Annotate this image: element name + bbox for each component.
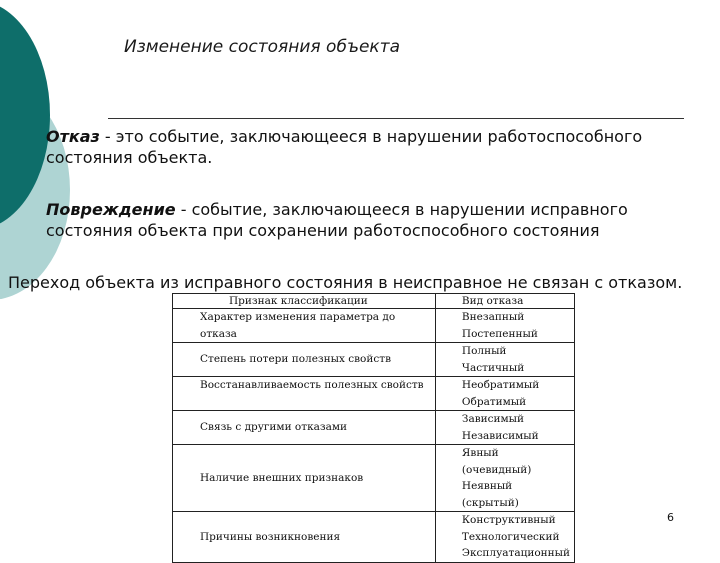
criterion-text: Причины возникновения bbox=[200, 530, 341, 543]
header-criterion: Признак классификации bbox=[173, 294, 436, 309]
failure-type: Необратимый bbox=[461, 379, 540, 391]
table-row bbox=[173, 512, 575, 563]
criterion-cell bbox=[173, 343, 436, 377]
failure-type: Неявный (скрытый) bbox=[461, 480, 519, 509]
failure-classification-table bbox=[172, 293, 575, 563]
types-cell bbox=[435, 377, 574, 411]
failure-type: Обратимый bbox=[461, 395, 527, 408]
types-cell bbox=[435, 445, 574, 512]
criterion-cell bbox=[173, 445, 436, 512]
page-number: 6 bbox=[667, 511, 674, 524]
damage-definition bbox=[46, 199, 718, 241]
criterion-text: Наличие внешних признаков bbox=[200, 471, 364, 484]
table-row bbox=[173, 309, 575, 343]
table-row bbox=[173, 411, 575, 445]
failure-type: Независимый bbox=[461, 429, 539, 442]
types-cell bbox=[435, 411, 574, 445]
header-failure-type: Вид отказа bbox=[435, 294, 574, 309]
failure-type: Полный bbox=[461, 345, 507, 357]
failure-type: Зависимый bbox=[461, 413, 525, 425]
transition-note: Переход объекта из исправного состояния в неисправное не связан с отказом. bbox=[8, 273, 683, 292]
types-cell bbox=[435, 343, 574, 377]
table-row bbox=[173, 445, 575, 512]
criterion-cell: Восстанавливаемость полезных свойств bbox=[173, 377, 436, 411]
failure-type: Эксплуатационный bbox=[461, 547, 570, 559]
criterion-text: Степень потери полезных свойств bbox=[200, 353, 391, 366]
criterion-text: Связь с другими отказами bbox=[200, 421, 348, 434]
slide-title: Изменение состояния объекта bbox=[124, 37, 401, 57]
table-row bbox=[173, 343, 575, 377]
criterion-cell bbox=[173, 411, 436, 445]
failure-type: Постепенный bbox=[461, 327, 538, 340]
criterion-cell: Характер изменения параметра до отказа bbox=[173, 309, 436, 343]
failure-type: Конструктивный bbox=[461, 514, 556, 526]
types-cell bbox=[435, 512, 574, 563]
table-row bbox=[173, 377, 575, 411]
table-header-row bbox=[173, 294, 575, 309]
failure-definition bbox=[46, 126, 718, 168]
failure-type: Внезапный bbox=[461, 311, 525, 323]
types-cell bbox=[435, 309, 574, 343]
damage-term: Повреждение bbox=[46, 200, 176, 219]
failure-term: Отказ bbox=[46, 127, 100, 146]
failure-type: Явный (очевидный) bbox=[461, 447, 532, 476]
failure-type: Частичный bbox=[461, 361, 525, 374]
title-divider bbox=[108, 118, 684, 119]
criterion-cell bbox=[173, 512, 436, 563]
failure-definition-text: - это событие, заключающееся в нарушении работоспособного состояния объекта. bbox=[46, 127, 643, 167]
failure-type: Технологический bbox=[461, 530, 560, 543]
damage-definition-text: - событие, заключающееся в нарушении исправного состояния объекта при сохранении работоспособного состояния bbox=[46, 200, 628, 240]
